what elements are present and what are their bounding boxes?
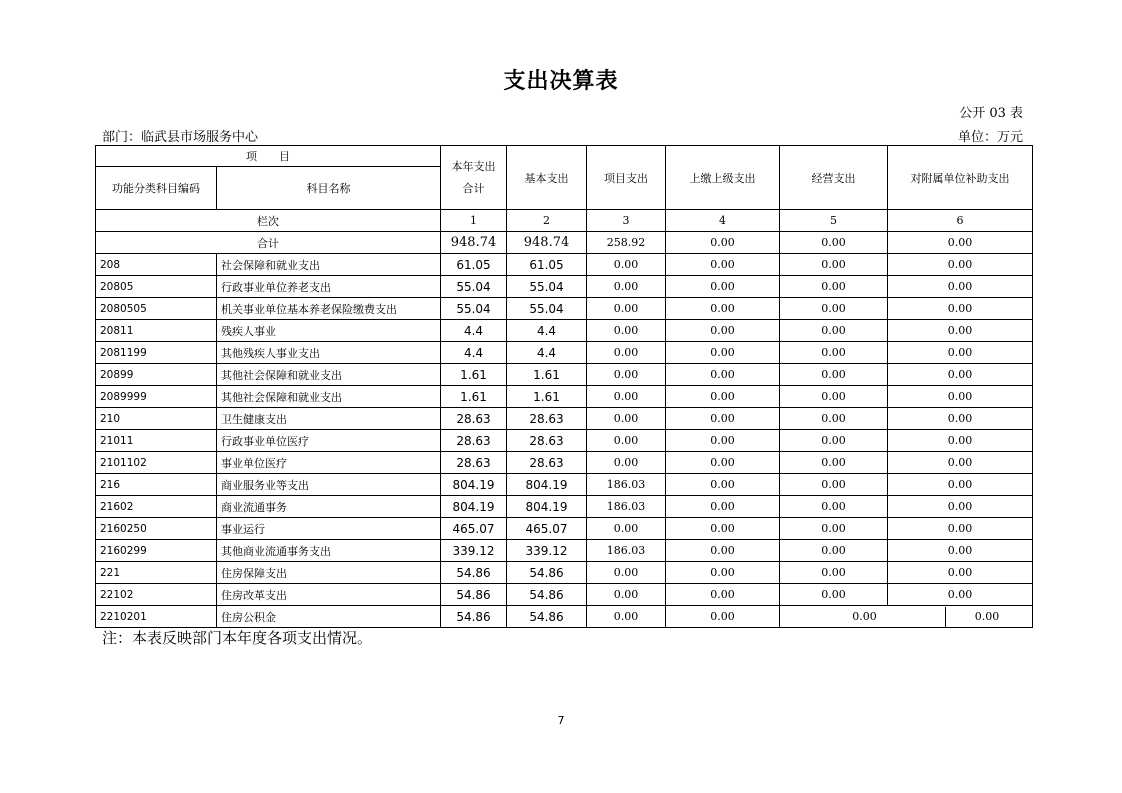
total-value: 0.00 — [780, 232, 888, 254]
cell-total: 339.12 — [441, 540, 507, 562]
cell-name: 住房保障支出 — [217, 562, 441, 584]
cell-name: 残疾人事业 — [217, 320, 441, 342]
cell-name: 其他社会保障和就业支出 — [217, 386, 441, 408]
cell-code: 21602 — [96, 496, 217, 518]
table-body — [96, 254, 1033, 628]
cell-project: 0.00 — [587, 298, 666, 320]
header-row-1 — [96, 146, 1033, 167]
cell-total: 804.19 — [441, 496, 507, 518]
cell-total: 465.07 — [441, 518, 507, 540]
cell-business: 0.00 — [780, 364, 888, 386]
cell-project: 0.00 — [587, 342, 666, 364]
cell-subsidy: 0.00 — [888, 452, 1033, 474]
cell-subsidy: 0.00 — [888, 540, 1033, 562]
cell-business: 0.00 — [780, 518, 888, 540]
cell-upper: 0.00 — [666, 386, 780, 408]
cell-upper: 0.00 — [666, 606, 780, 628]
cell-business: 0.00 — [780, 540, 888, 562]
cell-project: 0.00 — [587, 364, 666, 386]
table-row — [96, 364, 1033, 386]
column-number: 5 — [780, 210, 888, 232]
cell-business: 0.00 — [780, 386, 888, 408]
cell-basic: 4.4 — [507, 342, 587, 364]
cell-subsidy: 0.00 — [888, 584, 1033, 606]
cell-project: 0.00 — [587, 408, 666, 430]
cell-basic: 804.19 — [507, 474, 587, 496]
cell-basic: 339.12 — [507, 540, 587, 562]
page-number: 7 — [557, 714, 565, 727]
header-upper: 上缴上级支出 — [666, 146, 780, 210]
cell-total: 28.63 — [441, 408, 507, 430]
header-code: 功能分类科目编码 — [96, 167, 217, 210]
cell-upper: 0.00 — [666, 364, 780, 386]
table-row — [96, 430, 1033, 452]
cell-total: 1.61 — [441, 364, 507, 386]
table-row — [96, 518, 1033, 540]
cell-total: 28.63 — [441, 430, 507, 452]
cell-code: 2080505 — [96, 298, 217, 320]
cell-code: 20811 — [96, 320, 217, 342]
table-row — [96, 452, 1033, 474]
cell-upper: 0.00 — [666, 254, 780, 276]
cell-code: 21011 — [96, 430, 217, 452]
cell-code: 2210201 — [96, 606, 217, 628]
cell-basic: 61.05 — [507, 254, 587, 276]
total-value: 0.00 — [666, 232, 780, 254]
cell-business: 0.00 — [780, 276, 888, 298]
cell-business: 0.00 — [780, 562, 888, 584]
total-label: 合计 — [96, 232, 441, 254]
table-row — [96, 276, 1033, 298]
column-number: 2 — [507, 210, 587, 232]
cell-code: 2081199 — [96, 342, 217, 364]
total-value: 948.74 — [507, 232, 587, 254]
header-total — [441, 146, 507, 210]
cell-subsidy: 0.00 — [888, 254, 1033, 276]
header-subsidy: 对附属单位补助支出 — [888, 146, 1033, 210]
cell-name: 社会保障和就业支出 — [217, 254, 441, 276]
cell-upper: 0.00 — [666, 452, 780, 474]
column-number: 3 — [587, 210, 666, 232]
cell-business: 0.00 — [780, 342, 888, 364]
cell-subsidy: 0.00 — [888, 320, 1033, 342]
expenditure-table — [95, 145, 1033, 628]
cell-name: 商业服务业等支出 — [217, 474, 441, 496]
cell-total: 54.86 — [441, 562, 507, 584]
cell-basic: 1.61 — [507, 386, 587, 408]
cell-name: 其他社会保障和就业支出 — [217, 364, 441, 386]
column-number: 4 — [666, 210, 780, 232]
cell-business: 0.00 — [780, 254, 888, 276]
total-value: 948.74 — [441, 232, 507, 254]
cell-basic: 28.63 — [507, 452, 587, 474]
cell-code: 2089999 — [96, 386, 217, 408]
cell-business: 0.00 — [780, 320, 888, 342]
cell-basic: 54.86 — [507, 606, 587, 628]
cell-subsidy: 0.00 — [888, 276, 1033, 298]
cell-upper: 0.00 — [666, 276, 780, 298]
cell-subsidy: 0.00 — [888, 430, 1033, 452]
cell-basic: 4.4 — [507, 320, 587, 342]
cell-subsidy: 0.00 — [888, 342, 1033, 364]
cell-business: 0.00 — [780, 452, 888, 474]
table-row — [96, 562, 1033, 584]
table-row — [96, 606, 1033, 628]
cell-code: 20805 — [96, 276, 217, 298]
cell-upper: 0.00 — [666, 584, 780, 606]
cell-project: 0.00 — [587, 562, 666, 584]
department-label: 部门：临武县市场服务中心 — [102, 130, 259, 145]
cell-name: 事业运行 — [217, 518, 441, 540]
cell-name: 住房改革支出 — [217, 584, 441, 606]
form-number: 公开 03 表 — [959, 106, 1023, 121]
table-row — [96, 408, 1033, 430]
cell-code: 22102 — [96, 584, 217, 606]
cell-subsidy: 0.00 — [888, 386, 1033, 408]
cell-project: 0.00 — [587, 276, 666, 298]
cell-total: 55.04 — [441, 298, 507, 320]
cell-upper: 0.00 — [666, 430, 780, 452]
cell-name: 商业流通事务 — [217, 496, 441, 518]
header-basic: 基本支出 — [507, 146, 587, 210]
cell-subsidy: 0.00 — [888, 298, 1033, 320]
cell-basic: 54.86 — [507, 584, 587, 606]
cell-name: 事业单位医疗 — [217, 452, 441, 474]
cell-project: 0.00 — [587, 386, 666, 408]
cell-upper: 0.00 — [666, 562, 780, 584]
cell-name: 卫生健康支出 — [217, 408, 441, 430]
cell-subsidy: 0.00 — [888, 364, 1033, 386]
cell-code: 210 — [96, 408, 217, 430]
cell-upper: 0.00 — [666, 496, 780, 518]
cell-business: 0.00 — [780, 474, 888, 496]
cell-total: 804.19 — [441, 474, 507, 496]
cell-upper: 0.00 — [666, 408, 780, 430]
column-number: 1 — [441, 210, 507, 232]
cell-name: 行政事业单位医疗 — [217, 430, 441, 452]
cell-code: 221 — [96, 562, 217, 584]
table-row — [96, 540, 1033, 562]
cell-project: 186.03 — [587, 540, 666, 562]
cell-basic: 804.19 — [507, 496, 587, 518]
cell-business: 0.00 — [780, 584, 888, 606]
cell-total: 55.04 — [441, 276, 507, 298]
cell-code: 2160299 — [96, 540, 217, 562]
cell-business: 0.00 — [784, 607, 946, 627]
table-row — [96, 584, 1033, 606]
cell-project: 0.00 — [587, 584, 666, 606]
cell-upper: 0.00 — [666, 298, 780, 320]
cell-total: 54.86 — [441, 606, 507, 628]
cell-project: 0.00 — [587, 452, 666, 474]
cell-subsidy: 0.00 — [888, 496, 1033, 518]
header-total-line2: 合计 — [462, 181, 485, 195]
cell-project: 0.00 — [587, 430, 666, 452]
cell-total: 54.86 — [441, 584, 507, 606]
table-row — [96, 298, 1033, 320]
cell-subsidy: 0.00 — [888, 518, 1033, 540]
cell-upper: 0.00 — [666, 474, 780, 496]
cell-project: 186.03 — [587, 496, 666, 518]
cell-project: 0.00 — [587, 606, 666, 628]
header-name: 科目名称 — [217, 167, 441, 210]
cell-business: 0.00 — [780, 298, 888, 320]
cell-upper: 0.00 — [666, 320, 780, 342]
cell-code: 216 — [96, 474, 217, 496]
table-row — [96, 496, 1033, 518]
column-number-row — [96, 210, 1033, 232]
table-row — [96, 386, 1033, 408]
cell-code: 208 — [96, 254, 217, 276]
cell-upper: 0.00 — [666, 540, 780, 562]
table-row — [96, 320, 1033, 342]
page-title: 支出决算表 — [503, 68, 619, 94]
cell-basic: 55.04 — [507, 298, 587, 320]
cell-code: 2160250 — [96, 518, 217, 540]
cell-project: 0.00 — [587, 254, 666, 276]
cell-project: 0.00 — [587, 518, 666, 540]
total-row — [96, 232, 1033, 254]
table-row — [96, 342, 1033, 364]
total-value: 0.00 — [888, 232, 1033, 254]
total-value: 258.92 — [587, 232, 666, 254]
column-number: 6 — [888, 210, 1033, 232]
cell-basic: 465.07 — [507, 518, 587, 540]
cell-business: 0.00 — [780, 408, 888, 430]
cell-basic: 28.63 — [507, 430, 587, 452]
cell-name: 住房公积金 — [217, 606, 441, 628]
header-item: 项 目 — [96, 146, 441, 167]
cell-code: 2101102 — [96, 452, 217, 474]
cell-total: 4.4 — [441, 320, 507, 342]
unit-label: 单位：万元 — [957, 130, 1023, 145]
cell-basic: 54.86 — [507, 562, 587, 584]
cell-business: 0.00 — [780, 496, 888, 518]
cell-upper: 0.00 — [666, 518, 780, 540]
cell-total: 4.4 — [441, 342, 507, 364]
cell-business: 0.00 — [780, 430, 888, 452]
column-number-label: 栏次 — [96, 210, 441, 232]
header-total-line1: 本年支出 — [451, 159, 496, 173]
cell-code: 20899 — [96, 364, 217, 386]
cell-name: 行政事业单位养老支出 — [217, 276, 441, 298]
cell-name: 其他商业流通事务支出 — [217, 540, 441, 562]
cell-subsidy: 0.00 — [888, 562, 1033, 584]
footnote: 注：本表反映部门本年度各项支出情况。 — [102, 629, 373, 647]
cell-name: 机关事业单位基本养老保险缴费支出 — [217, 298, 441, 320]
header-business: 经营支出 — [780, 146, 888, 210]
cell-subsidy: 0.00 — [888, 474, 1033, 496]
cell-basic: 55.04 — [507, 276, 587, 298]
cell-subsidy: 0.00 — [974, 609, 1000, 623]
cell-business-subsidy — [780, 606, 1033, 628]
cell-name: 其他残疾人事业支出 — [217, 342, 441, 364]
table-row — [96, 474, 1033, 496]
table-row — [96, 254, 1033, 276]
cell-subsidy: 0.00 — [888, 408, 1033, 430]
cell-basic: 1.61 — [507, 364, 587, 386]
cell-total: 28.63 — [441, 452, 507, 474]
cell-project: 0.00 — [587, 320, 666, 342]
cell-project: 186.03 — [587, 474, 666, 496]
cell-total: 1.61 — [441, 386, 507, 408]
cell-basic: 28.63 — [507, 408, 587, 430]
cell-upper: 0.00 — [666, 342, 780, 364]
cell-total: 61.05 — [441, 254, 507, 276]
header-project: 项目支出 — [587, 146, 666, 210]
